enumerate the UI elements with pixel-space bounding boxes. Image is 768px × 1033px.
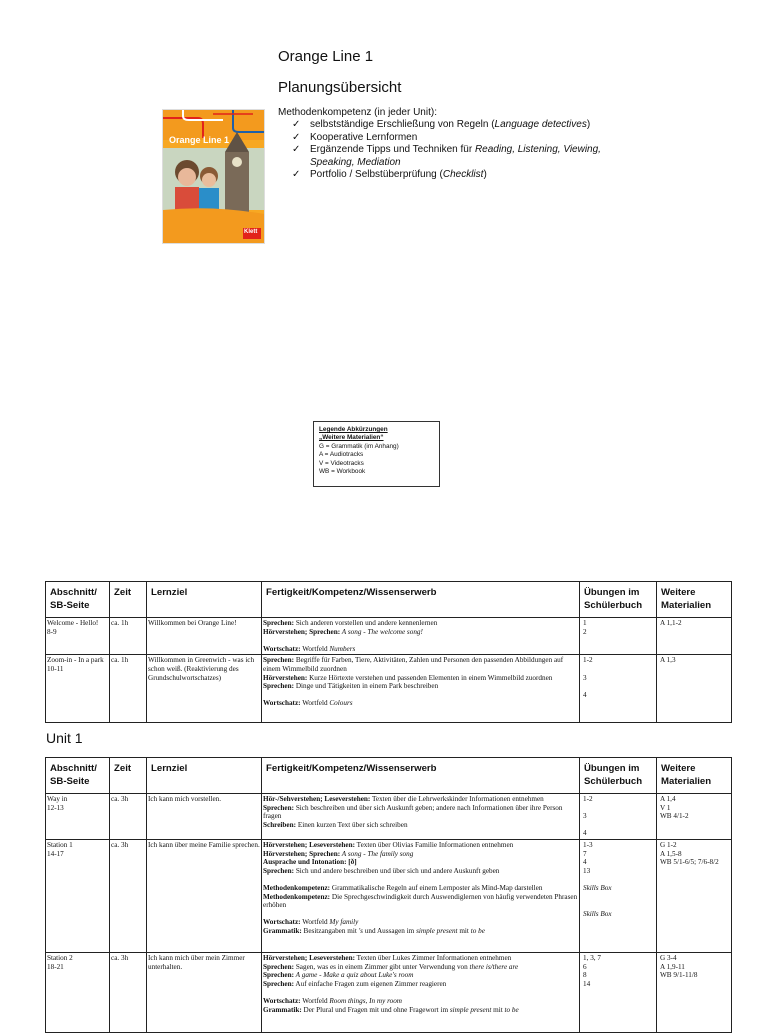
check-icon: ✓	[292, 119, 301, 131]
cell-materialien: G 3-4 A 1,9-11 WB 9/1-11/8	[657, 953, 732, 1033]
table-row	[46, 618, 732, 655]
intro-table	[45, 581, 732, 723]
methods-intro: Methodenkompetenz (in jeder Unit):	[278, 107, 437, 118]
methods-item: ✓ Portfolio / Selbstüberprüfung (Checklist)	[292, 169, 487, 181]
cell-zeit: ca. 1h	[110, 655, 147, 723]
methods-block	[278, 107, 618, 181]
header-uebungen: Übungen im Schülerbuch	[580, 582, 657, 618]
cell-lernziel: Ich kann mich über mein Zimmer unterhalten.	[147, 953, 262, 1033]
methods-item: ✓ Kooperative Lernformen	[292, 131, 418, 143]
cell-zeit: ca. 3h	[110, 840, 147, 953]
legend-box	[313, 421, 440, 487]
header-zeit: Zeit	[110, 582, 147, 618]
page-title: Orange Line 1	[278, 48, 374, 65]
legend-line: A = Audiotracks	[319, 451, 364, 459]
page-subtitle: Planungsübersicht	[278, 79, 402, 96]
cell-lernziel: Willkommen in Greenwich - was ich schon weiß. (Reaktivierung des Grundschulwortschatzes)	[147, 655, 262, 723]
header-materialien: Weitere Materialien	[657, 758, 732, 794]
table-row	[46, 655, 732, 723]
cell-zeit: ca. 1h	[110, 618, 147, 655]
header-fertigkeit: Fertigkeit/Kompetenz/Wissenserwerb	[262, 582, 580, 618]
check-icon: ✓	[292, 131, 301, 143]
cell-materialien: A 1,4 V 1 WB 4/1-2	[657, 794, 732, 840]
cell-uebungen: 1-2 3 4	[580, 655, 657, 723]
cell-fertigkeit: Hörverstehen; Leseverstehen: Texten über Lukes Zimmer Informationen entnehmen Sprechen: Sagen, was es in einem Zimmer gibt unter Verwendung von there is/there are Sprechen: A game - Make a quiz about Luke's room Sprechen: Auf einfache Fragen zum eigenen Zimmer reagieren Wortschatz: Wortfeld Room things, In my room Grammatik: Der Plural und Fragen mit und ohne Fragewort im simple present mit to be	[262, 953, 580, 1033]
cell-materialien: A 1,3	[657, 655, 732, 723]
cell-abschnitt: Welcome - Hello! 8-9	[46, 618, 110, 655]
cell-lernziel: Ich kann mich vorstellen.	[147, 794, 262, 840]
cell-abschnitt: Station 1 14-17	[46, 840, 110, 953]
cell-zeit: ca. 3h	[110, 953, 147, 1033]
methods-item: ✓ selbstständige Erschließung von Regeln (Language detectives)	[292, 119, 591, 131]
cell-abschnitt: Zoom-in - In a park 10-11	[46, 655, 110, 723]
cell-uebungen: 1-3 7 4 13 Skills Box Skills Box	[580, 840, 657, 953]
header-abschnitt: Abschnitt/ SB-Seite	[46, 582, 110, 618]
legend-line: WB = Workbook	[319, 468, 366, 476]
methods-item: ✓ Ergänzende Tipps und Techniken für Reading, Listening, Viewing, Speaking, Mediation	[292, 144, 601, 168]
header-lernziel: Lernziel	[147, 758, 262, 794]
book-cover-image	[162, 109, 265, 244]
table-row	[46, 953, 732, 1033]
table-header-row	[46, 758, 732, 794]
unit-heading: Unit 1	[46, 730, 83, 746]
cell-fertigkeit: Sprechen: Sich anderen vorstellen und andere kennenlernen Hörverstehen; Sprechen: A song - The welcome song! Wortschatz: Wortfeld Numbers	[262, 618, 580, 655]
methods-list	[278, 119, 618, 181]
cell-fertigkeit: Hör-/Sehverstehen; Leseverstehen: Texten über die Lehrwerkskinder Informationen entnehmen Sprechen: Sich beschreiben und über sich Auskunft geben; andere nach Informationen über ihre Person fragen Schreiben: Einen kurzen Text über sich schreiben	[262, 794, 580, 840]
cover-book-title: Orange Line 1	[169, 135, 230, 145]
legend-title: Legende Abkürzungen	[319, 426, 388, 433]
cell-uebungen: 1, 3, 7 6 8 14	[580, 953, 657, 1033]
cell-materialien: A 1,1-2	[657, 618, 732, 655]
header-abschnitt: Abschnitt/ SB-Seite	[46, 758, 110, 794]
cover-publisher-logo: Klett	[244, 229, 258, 235]
cell-zeit: ca. 3h	[110, 794, 147, 840]
cell-lernziel: Ich kann über meine Familie sprechen.	[147, 840, 262, 953]
cell-uebungen: 1 2	[580, 618, 657, 655]
cell-uebungen: 1-2 3 4	[580, 794, 657, 840]
header-lernziel: Lernziel	[147, 582, 262, 618]
header-materialien: Weitere Materialien	[657, 582, 732, 618]
legend-subtitle: „Weitere Materialien“	[319, 434, 384, 442]
header-fertigkeit: Fertigkeit/Kompetenz/Wissenserwerb	[262, 758, 580, 794]
cell-fertigkeit: Sprechen: Begriffe für Farben, Tiere, Aktivitäten, Zahlen und Personen den passenden Abbildungen auf einem Wimmelbild zuordnen Hörverstehen: Kurze Hörtexte verstehen und passenden Elementen in einem Wimmelbild zuordnen Sprechen: Dinge und Tätigkeiten in einem Park beschreiben Wortschatz: Wortfeld Colours	[262, 655, 580, 723]
cell-materialien: G 1-2 A 1,5-8 WB 5/1-6/5; 7/6-8/2	[657, 840, 732, 953]
book-cover-illustration	[163, 110, 264, 243]
cell-lernziel: Willkommen bei Orange Line!	[147, 618, 262, 655]
cell-abschnitt: Way in 12-13	[46, 794, 110, 840]
cell-fertigkeit: Hörverstehen; Leseverstehen: Texten über Olivias Familie Informationen entnehmen Hörverstehen; Sprechen: A song - The family song Ausprache und Intonation: [ð] Sprechen: Sich und andere beschreiben und über sich und andere Auskunft geben Methodenkompetenz: Grammatikalische Regeln auf einem Lernposter als Mind-Map darstellen Methodenkompetenz: Die Sprechgeschwindigkeit durch Auswendiglernen von häufig verwendeten Phrasen erhöhen Wortschatz: Wortfeld My family Grammatik: Besitzangaben mit 's und Aussagen im simple present mit to be	[262, 840, 580, 953]
table-header-row	[46, 582, 732, 618]
check-icon: ✓	[292, 144, 301, 156]
legend-line: V = Videotracks	[319, 459, 364, 467]
legend-line: G = Grammatik (im Anhang)	[319, 442, 399, 450]
table-row	[46, 794, 732, 840]
header-uebungen: Übungen im Schülerbuch	[580, 758, 657, 794]
cell-abschnitt: Station 2 18-21	[46, 953, 110, 1033]
unit-table	[45, 757, 732, 1033]
check-icon: ✓	[292, 169, 301, 181]
table-row	[46, 840, 732, 953]
header-zeit: Zeit	[110, 758, 147, 794]
